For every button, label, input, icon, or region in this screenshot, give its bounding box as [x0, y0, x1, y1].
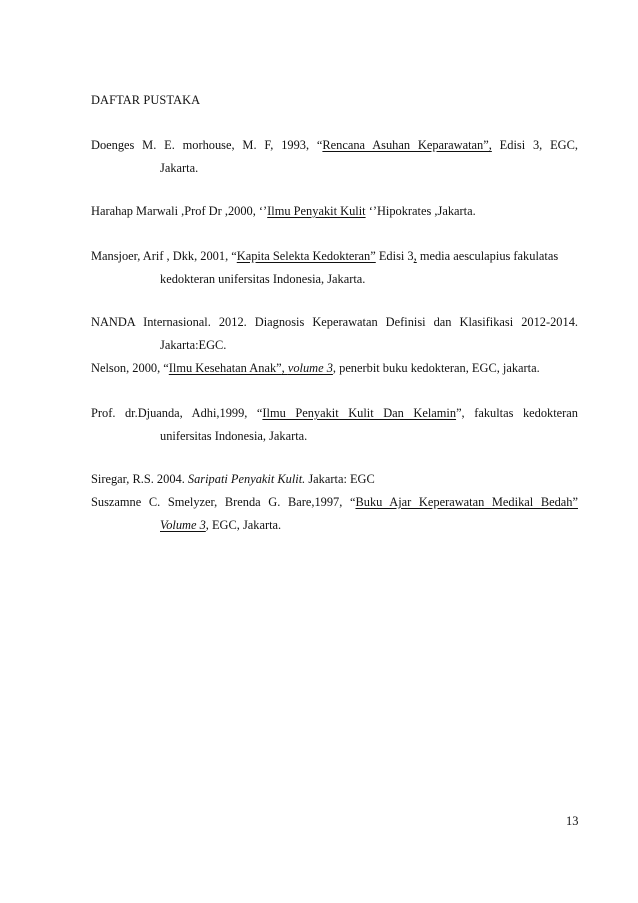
reference-nanda [91, 311, 578, 357]
reference-line [91, 134, 578, 157]
reference-author-text: Doenges M. E. morhouse, M. F, 1993, “ [91, 138, 323, 152]
reference-author-text: Siregar, R.S. 2004. [91, 472, 188, 486]
reference-publisher-text: ‘’Hipokrates ,Jakarta. [365, 204, 476, 218]
reference-continuation: unifersitas Indonesia, Jakarta. [160, 429, 308, 443]
reference-separator: , [281, 361, 288, 375]
reference-continuation: kedokteran unifersitas Indonesia, Jakarta. [160, 272, 366, 286]
reference-title: Kapita Selekta Kedokteran” [236, 249, 376, 263]
reference-publisher-text: , penerbit buku kedokteran, EGC, jakarta. [332, 361, 540, 375]
reference-line: NANDA Internasional. 2012. Diagnosis Keperawatan Definisi dan Klasifikasi 2012-2014. [91, 315, 578, 329]
reference-title: Saripati Penyakit Kulit. [187, 472, 306, 486]
reference-title: Rencana Asuhan Keparawatan”, [322, 138, 492, 152]
reference-doenges [91, 134, 578, 180]
reference-volume: Volume 3 [160, 518, 206, 532]
reference-author-text: Nelson, 2000, “ [91, 361, 169, 375]
reference-publisher-text: Edisi 3, EGC, [491, 138, 578, 152]
reference-edition-comma: , [413, 249, 417, 263]
reference-line [91, 402, 578, 425]
reference-continuation: Jakarta:EGC. [160, 338, 227, 352]
reference-publisher-text: media aesculapius fakulatas [416, 249, 559, 263]
reference-harahap [91, 200, 578, 223]
reference-title: Buku Ajar Keperawatan Medikal Bedah” [355, 495, 578, 509]
reference-continuation: Jakarta. [160, 161, 199, 175]
reference-line [91, 491, 578, 514]
page-title: DAFTAR PUSTAKA [91, 93, 201, 107]
reference-line [91, 200, 578, 223]
reference-author-text: Suszamne C. Smelyzer, Brenda G. Bare,1997, “ [91, 495, 356, 509]
reference-publisher-text: , EGC, Jakarta. [205, 518, 282, 532]
reference-publisher-text: Jakarta: EGC [305, 472, 375, 486]
reference-author-text: Mansjoer, Arif , Dkk, 2001, “ [91, 249, 237, 263]
reference-publisher-text: ”, fakultas kedokteran [456, 406, 578, 420]
page-number: 13 [566, 814, 579, 828]
reference-author-text: Prof. dr.Djuanda, Adhi,1999, “ [91, 406, 263, 420]
reference-volume: volume 3 [287, 361, 333, 375]
reference-nelson [91, 357, 578, 380]
reference-continuation [91, 514, 578, 537]
reference-djuanda [91, 402, 578, 448]
reference-title: Ilmu Kesehatan Anak” [168, 361, 282, 375]
reference-author-text: Harahap Marwali ,Prof Dr ,2000, ‘’ [91, 204, 268, 218]
reference-suszamne [91, 491, 578, 537]
reference-siregar [91, 468, 578, 491]
reference-line [91, 468, 578, 491]
reference-edition-text: Edisi 3 [375, 249, 414, 263]
reference-line [91, 245, 578, 268]
reference-title: Ilmu Penyakit Kulit [267, 204, 366, 218]
reference-title: Ilmu Penyakit Kulit Dan Kelamin [262, 406, 457, 420]
reference-mansjoer [91, 245, 578, 291]
reference-line [91, 357, 578, 380]
